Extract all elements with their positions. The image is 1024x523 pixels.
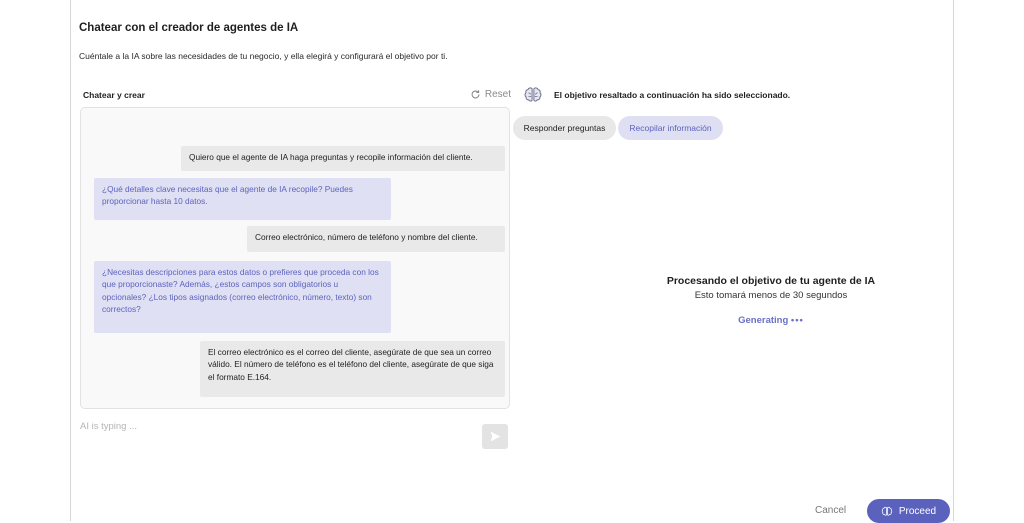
goal-option-recopilar-informacion[interactable]: Recopilar información <box>618 116 723 140</box>
dialog-subtitle: Cuéntale a la IA sobre las necesidades de tu negocio, y ella elegirá y configurará el objetivo por ti. <box>79 51 448 61</box>
generating-label: Generating <box>738 315 789 326</box>
processing-title: Procesando el objetivo de tu agente de IA <box>666 275 876 287</box>
chat-title: Chatear y crear <box>83 90 145 100</box>
brain-icon <box>523 86 543 104</box>
user-message: Quiero que el agente de IA haga preguntas y recopile información del cliente. <box>181 146 505 171</box>
generating-status <box>591 315 951 326</box>
user-message: Correo electrónico, número de teléfono y nombre del cliente. <box>247 226 505 252</box>
proceed-button[interactable] <box>867 499 950 523</box>
proceed-label: Proceed <box>898 505 937 517</box>
goal-selected-text: El objetivo resaltado a continuación ha sido seleccionado. <box>554 90 791 100</box>
reset-button[interactable] <box>470 89 511 100</box>
dialog-title: Chatear con el creador de agentes de IA <box>79 22 299 34</box>
chat-header <box>83 89 511 103</box>
goal-option-responder-preguntas[interactable]: Responder preguntas <box>513 116 616 140</box>
brain-icon <box>881 506 893 517</box>
send-icon <box>489 430 502 443</box>
ai-message: ¿Qué detalles clave necesitas que el agente de IA recopile? Puedes proporcionar hasta 10 datos. <box>94 178 391 220</box>
chat-dialog <box>70 0 954 521</box>
goal-selection-header <box>523 85 790 105</box>
send-button[interactable] <box>482 424 508 449</box>
reset-label: Reset <box>484 89 511 100</box>
cancel-button[interactable]: Cancel <box>815 505 847 516</box>
loading-dots-icon: ••• <box>790 315 804 326</box>
user-message: El correo electrónico es el correo del cliente, asegúrate de que sea un correo válido. El número de teléfono es el teléfono del cliente, asegúrate de que siga el formato E.164. <box>200 341 505 397</box>
ai-message: ¿Necesitas descripciones para estos datos o prefieres que proceda con los que proporcionaste? Además, ¿estos campos son obligatorios u opcionales? ¿Los tipos asignados (correo electrónico, número, texto) son correctos? <box>94 261 391 333</box>
chat-input[interactable]: AI is typing ... <box>80 421 138 432</box>
processing-subtitle: Esto tomará menos de 30 segundos <box>694 290 848 301</box>
reset-icon <box>470 89 481 100</box>
chat-messages[interactable] <box>80 107 510 409</box>
